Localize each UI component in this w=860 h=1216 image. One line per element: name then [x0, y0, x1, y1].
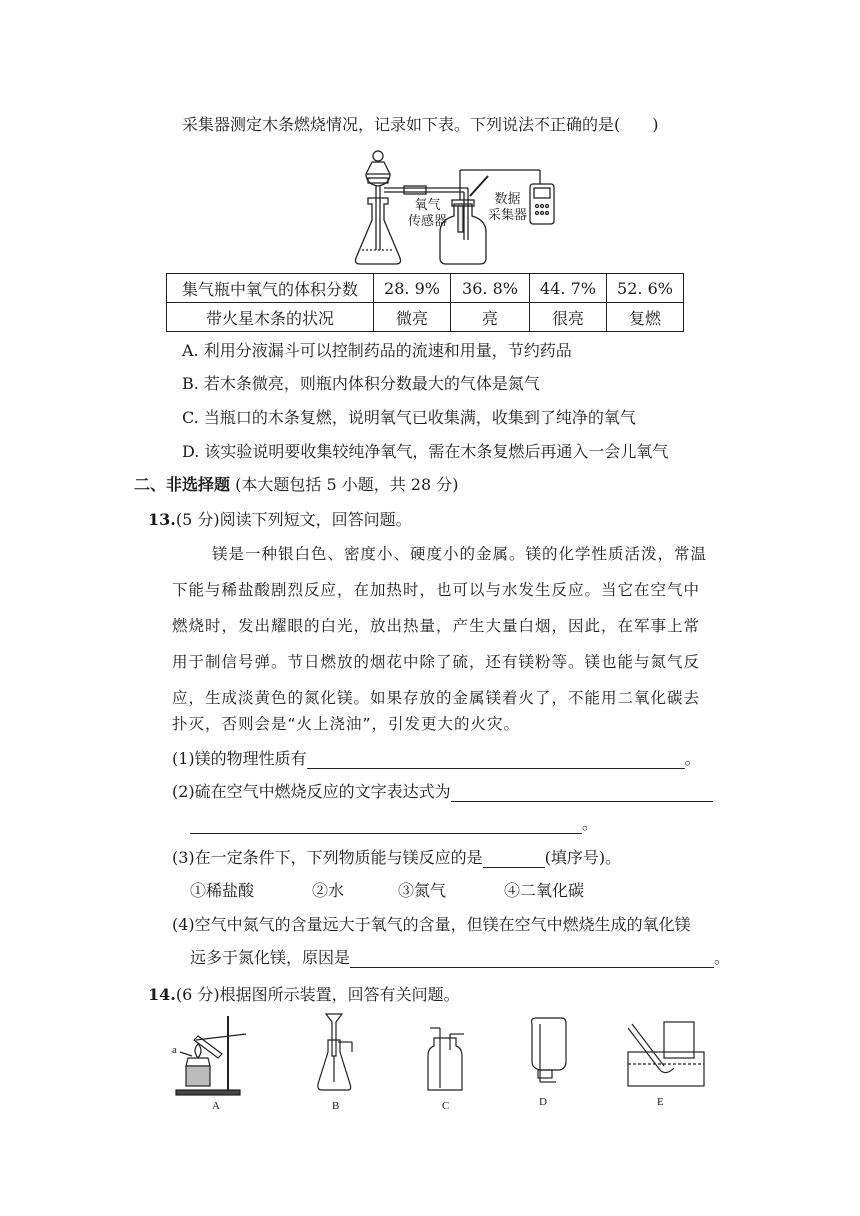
- section-header: [134, 472, 458, 495]
- passage-line: 下能与稀盐酸剧烈反应，在加热时，也可以与水发生反应。当它在空气中: [172, 581, 701, 599]
- table-cell: 集气瓶中氧气的体积分数: [167, 274, 374, 303]
- table-cell: 36. 8%: [451, 274, 530, 303]
- period: 。: [684, 749, 701, 768]
- passage-line: 用于制信号弹。节日燃放的烟花中除了硫，还有镁粉等。镁也能与氮气反: [172, 653, 701, 671]
- collector-label-line2: 采集器: [488, 208, 528, 223]
- funnel-stopper: [373, 151, 383, 161]
- table-cell: 亮: [451, 303, 530, 332]
- table-cell: 52. 6%: [607, 274, 684, 303]
- table-cell: 很亮: [530, 303, 607, 332]
- option-a: A. 利用分液漏斗可以控制药品的流速和用量，节约药品: [182, 341, 572, 360]
- subquestion-3-text: (3)在一定条件下，下列物质能与镁反应的是: [172, 848, 483, 867]
- subquestion-3: [172, 845, 621, 868]
- section-note: (本大题包括 5 小题，共 28 分): [235, 475, 459, 494]
- question-number: 14.: [148, 985, 176, 1004]
- answer-blank-1[interactable]: [307, 750, 685, 769]
- table-cell: 微亮: [374, 303, 451, 332]
- choice-item: ④二氧化碳: [504, 881, 585, 900]
- answer-blank-2a[interactable]: [451, 783, 713, 802]
- choice-item: ②水: [312, 881, 345, 900]
- conical-flask: [356, 198, 401, 264]
- figure-label-b: B: [332, 1100, 340, 1112]
- passage-line: 应，生成淡黄色的氮化镁。如果存放的金属镁着火了，不能用二氧化碳去: [172, 689, 701, 707]
- choice-item: ①稀盐酸: [190, 881, 255, 900]
- section-title: 二、非选择题: [134, 475, 231, 494]
- table-row: [167, 303, 684, 332]
- answer-blank-4[interactable]: [350, 949, 714, 968]
- question-prompt: (6 分)根据图所示装置，回答有关问题。: [175, 985, 460, 1004]
- oxygen-data-table: [166, 273, 684, 332]
- question-number: 13.: [148, 510, 176, 529]
- question-14-header: [148, 982, 460, 1005]
- subquestion-4-text: 远多于氮化镁，原因是: [190, 948, 351, 967]
- answer-blank-2b[interactable]: [190, 815, 582, 834]
- apparatus-d-inverted-bottle: [532, 1018, 567, 1082]
- figure-label-e: E: [657, 1096, 664, 1108]
- table-cell: 复燃: [607, 303, 684, 332]
- figure-label-d: D: [539, 1096, 547, 1108]
- collector-label-line1: 数据: [494, 192, 521, 207]
- table-cell: 28. 9%: [374, 274, 451, 303]
- glowing-splint: [470, 176, 488, 196]
- option-d: D. 该实验说明要收集较纯净氧气，需在木条复燃后再通入一会儿氧气: [182, 442, 669, 461]
- question-13-header: [148, 507, 412, 530]
- apparatus-set-figure: [0, 1010, 860, 1120]
- answer-blank-3[interactable]: [483, 849, 545, 868]
- choice-item: ③氮气: [398, 881, 447, 900]
- sensor-label-line2: 传感器: [408, 214, 448, 229]
- passage-line: 扑灭，否则会是“火上浇油”，引发更大的火灾。: [172, 715, 521, 733]
- subquestion-2-text: (2)硫在空气中燃烧反应的文字表达式为: [172, 782, 451, 801]
- passage-line: 燃烧时，发出耀眼的白光，放出热量，产生大量白烟，因此，在军事上常: [172, 617, 701, 635]
- collector-label: [488, 192, 527, 224]
- option-c: C. 当瓶口的木条复燃，说明氧气已收集满，收集到了纯净的氧气: [182, 408, 636, 427]
- apparatus-a-heating-setup: [176, 1016, 246, 1095]
- subquestion-3-suffix: (填序号)。: [544, 848, 622, 867]
- apparatus-b-flask: [318, 1014, 352, 1090]
- subquestion-4-line1: (4)空气中氮气的含量远大于氧气的含量，但镁在空气中燃烧生成的氧化镁: [172, 915, 691, 934]
- table-row: [167, 274, 684, 303]
- period: 。: [582, 814, 599, 833]
- table-cell: 44. 7%: [530, 274, 607, 303]
- subquestion-2: [172, 779, 713, 802]
- question-intro-line: 采集器测定木条燃烧情况，记录如下表。下列说法不正确的是( ): [182, 115, 659, 134]
- option-b: B. 若木条微亮，则瓶内体积分数最大的气体是氮气: [182, 374, 540, 393]
- subquestion-4-line2: [190, 945, 730, 968]
- apparatus-c-bottle: [428, 1028, 464, 1090]
- part-label-a: a: [172, 1044, 177, 1056]
- apparatus-e-water-trough: [628, 1022, 704, 1086]
- sensor-label-line1: 氧气: [414, 198, 441, 213]
- subquestion-1: [172, 746, 701, 769]
- subquestion-1-text: (1)镁的物理性质有: [172, 749, 307, 768]
- figure-label-a: A: [212, 1100, 220, 1112]
- passage-line: 镁是一种银白色、密度小、硬度小的金属。镁的化学性质活泼，常温: [212, 545, 708, 563]
- table-cell: 带火星木条的状况: [167, 303, 374, 332]
- period: 。: [714, 948, 731, 967]
- sensor-label: [408, 198, 447, 230]
- figure-label-c: C: [442, 1100, 450, 1112]
- subquestion-2-continued: [190, 811, 598, 834]
- question-prompt: (5 分)阅读下列短文，回答问题。: [175, 510, 412, 529]
